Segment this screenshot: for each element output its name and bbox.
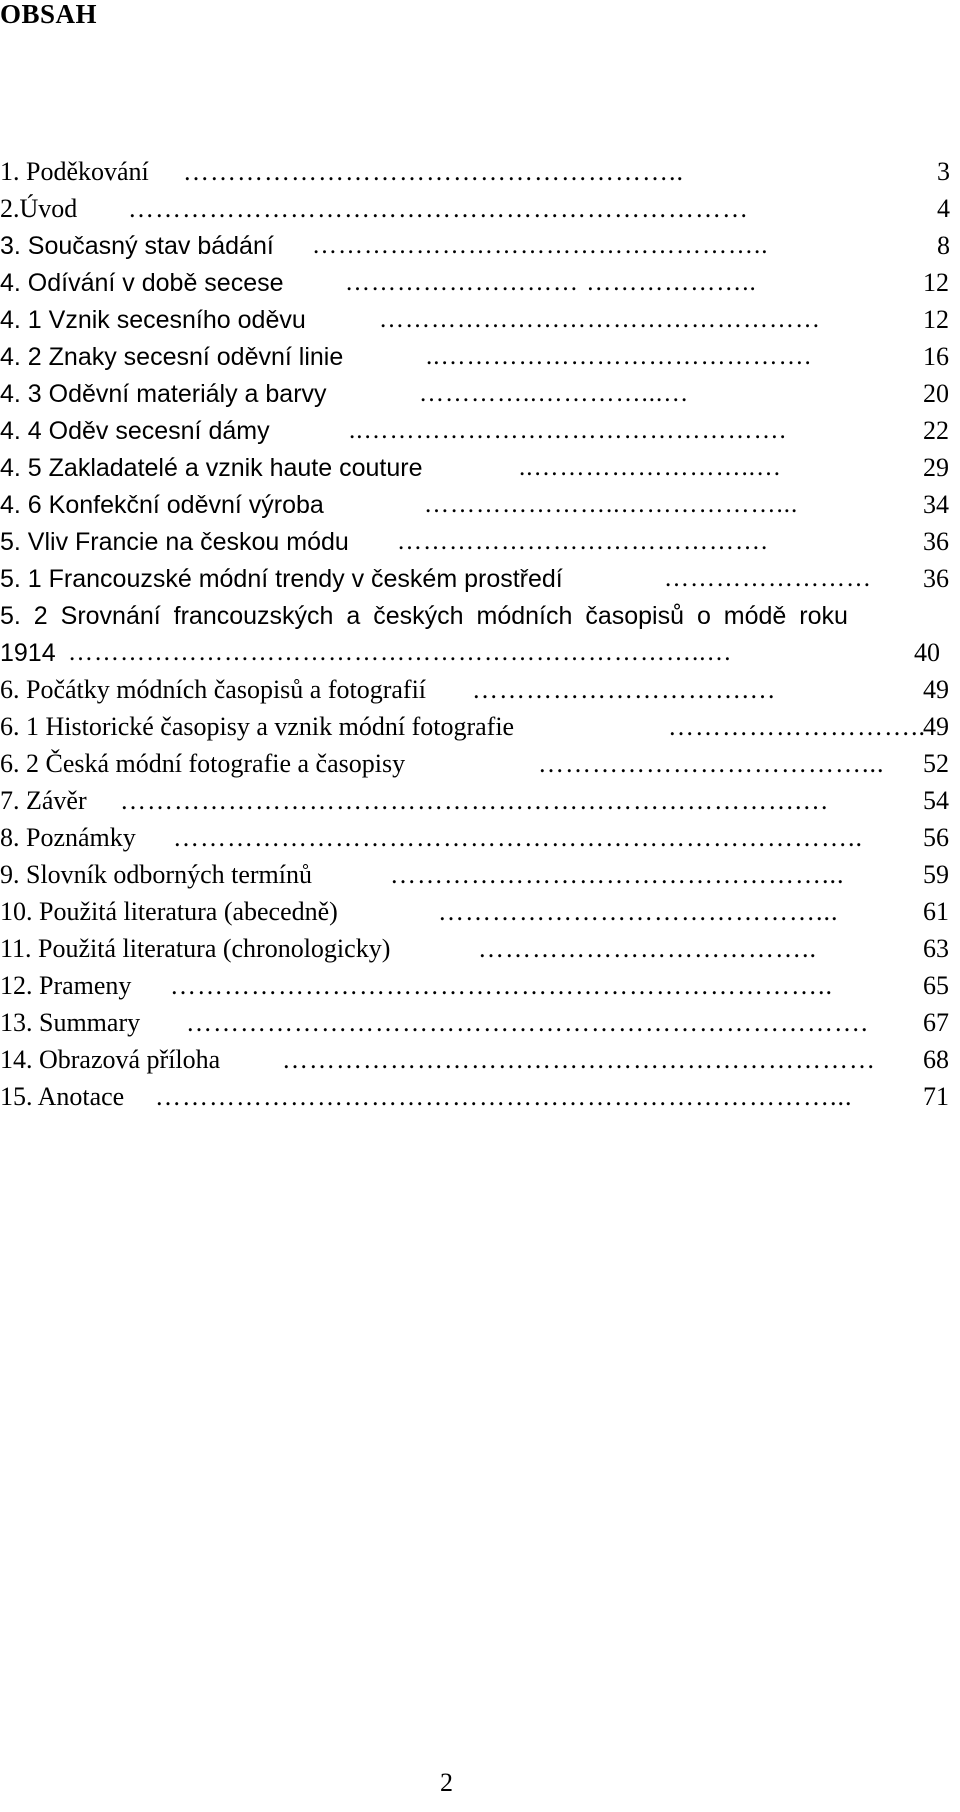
toc-entry-leader: …………………………………………………………………. (186, 1008, 869, 1037)
toc-entry-page: 59 (923, 860, 949, 889)
toc-entry-page: 63 (923, 934, 949, 963)
toc-entry-page: 29 (923, 453, 949, 482)
toc-entry-leader: ……………………….. (668, 712, 926, 741)
toc-entry-title: 5. 1 Francouzské módní trendy v českém prostředí (0, 565, 563, 593)
toc-entry-leader: …………………………………………… (379, 306, 821, 333)
toc-entry-title: 9. Slovník odborných termínů (0, 860, 312, 889)
toc-entry-leader: ……………………………………... (438, 897, 839, 926)
toc-entry-title: 4. 5 Zakladatelé a vznik haute couture (0, 454, 423, 482)
toc-entry-leader: ………………………………………………………… (282, 1045, 876, 1074)
toc-entry-page: 52 (923, 749, 949, 778)
toc-entry-page: 54 (923, 786, 949, 815)
toc-entry-leader: …………………………………………………………… (128, 194, 749, 223)
toc-entry-leader: ………………………………... (538, 749, 885, 778)
toc-entry-leader: ……………………………………………….. (183, 157, 684, 186)
toc-entry-page: 71 (923, 1082, 949, 1111)
toc-entry-leader: ………………………………………………………………….. (173, 823, 863, 852)
toc-entry-title: 15. Anotace (0, 1082, 125, 1111)
toc-entry-title: 2.Úvod (0, 194, 78, 223)
toc-entry-leader: ………………………………………………………………..… (68, 639, 733, 666)
toc-entry-leader: ………………………………………………………………….… (120, 786, 830, 815)
toc-entry-page: 65 (923, 971, 949, 1000)
page-number: 2 (440, 1768, 453, 1797)
toc-entry-page: 67 (923, 1008, 949, 1037)
toc-entry-title: 4. Odívání v době secese (0, 269, 284, 297)
toc-entry-leader: ..…………………………………………. (349, 417, 787, 444)
toc-entry-page: 36 (923, 527, 949, 556)
toc-entry-title: 4. 2 Znaky secesní oděvní linie (0, 343, 344, 371)
toc-entry-title: 7. Závěr (0, 786, 87, 815)
toc-entry-title: 14. Obrazová příloha (0, 1045, 221, 1074)
toc-entry-page: 56 (923, 823, 949, 852)
toc-entry-title: 4. 3 Oděvní materiály a barvy (0, 380, 327, 408)
toc-entry-title: 11. Použitá literatura (chronologicky) (0, 934, 391, 963)
toc-entry-page: 40 (914, 638, 940, 667)
toc-entry-leader: ……………………………………. (397, 528, 769, 555)
toc-entry-page: 3 (937, 157, 950, 186)
toc-entry-page: 34 (923, 490, 949, 519)
toc-entry-leader: ………………………….… (472, 675, 777, 704)
toc-entry-page: 16 (923, 342, 949, 371)
toc-entry-title: 6. 1 Historické časopisy a vznik módní fotografie (0, 712, 515, 741)
toc-entry-title: 1. Poděkování (0, 157, 149, 186)
toc-entry-leader: ..……………………………………. (426, 343, 812, 370)
toc-entry-leader: …………………………………………………………………... (155, 1082, 853, 1111)
toc-entry-title: 10. Použitá literatura (abecedně) (0, 897, 338, 926)
toc-entry-leader: …………………..………………... (424, 491, 799, 518)
toc-entry-page: 61 (923, 897, 949, 926)
toc-entry-page: 4 (937, 194, 950, 223)
toc-entry-page: 68 (923, 1045, 949, 1074)
toc-entry-leader: ……………………………………………………………….. (170, 971, 833, 1000)
toc-entry-page: 20 (923, 379, 949, 408)
toc-entry-page: 8 (937, 231, 950, 260)
toc-entry-title: 3. Současný stav bádání (0, 232, 274, 260)
toc-entry-title: 8. Poznámky (0, 823, 136, 852)
toc-entry-page: 12 (923, 305, 949, 334)
toc-entry-page: 36 (923, 564, 949, 593)
toc-entry-leader: …………..…………...… (419, 380, 690, 407)
toc-entry-leader: …………………………………………... (390, 860, 845, 889)
toc-entry-title: 4. 4 Oděv secesní dámy (0, 417, 270, 445)
toc-entry-page: 22 (923, 416, 949, 445)
document-heading: OBSAH (0, 0, 98, 29)
toc-entry-title: 4. 1 Vznik secesního oděvu (0, 306, 306, 334)
toc-entry-title: 5. 2 Srovnání francouzských a českých módních časopisů o módě roku (0, 602, 848, 630)
toc-entry-page: 49 (923, 712, 949, 741)
toc-entry-leader: …………………… (664, 565, 872, 592)
toc-entry-leader: ..……………………..… (519, 454, 782, 481)
toc-entry-title: 1914 (0, 639, 56, 667)
toc-entry-title: 13. Summary (0, 1008, 141, 1037)
toc-entry-title: 4. 6 Konfekční oděvní výroba (0, 491, 324, 519)
toc-entry-page: 49 (923, 675, 949, 704)
toc-entry-title: 6. 2 Česká módní fotografie a časopisy (0, 749, 406, 778)
toc-entry-leader: …………………………………………….. (312, 232, 769, 259)
toc-entry-title: 5. Vliv Francie na českou módu (0, 528, 349, 556)
toc-entry-page: 12 (923, 268, 949, 297)
toc-entry-title: 6. Počátky módních časopisů a fotografií (0, 675, 427, 704)
toc-entry-leader: ……………………………….. (478, 934, 817, 963)
toc-entry-leader: ……………………… ……………….. (345, 269, 757, 296)
toc-entry-title: 12. Prameny (0, 971, 132, 1000)
